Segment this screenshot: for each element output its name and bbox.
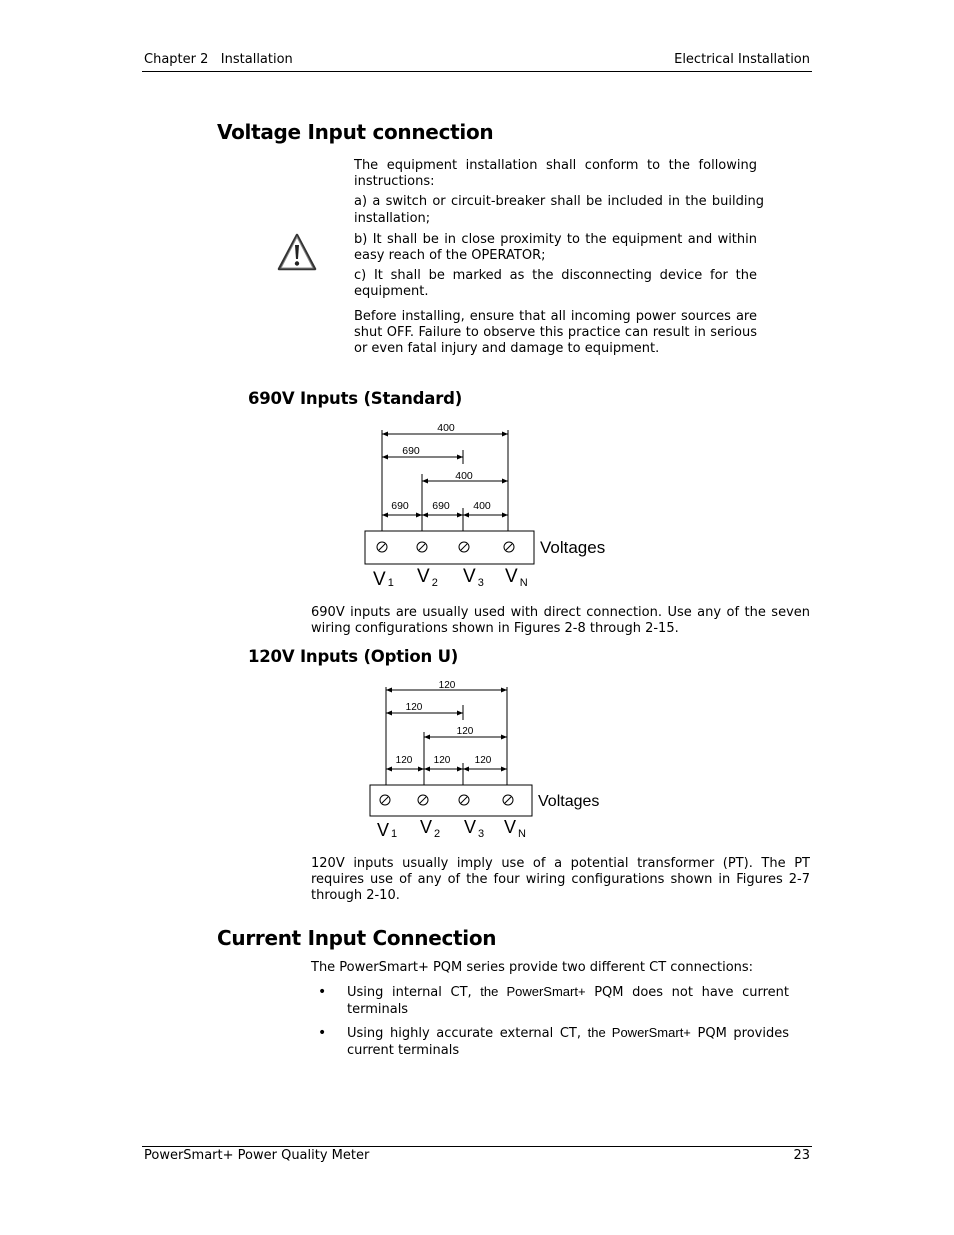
terminal-v2: V $_2$: [417, 566, 438, 589]
dim-label: 400: [473, 500, 491, 512]
terminal-v2: V $_2$: [420, 817, 441, 840]
bullet-marker: •: [318, 984, 327, 1000]
wiring-diagram-120v: [365, 677, 625, 843]
description-690v: 690V inputs are usually used with direct connection. Use any of the seven wiring configurations shown in Figures 2-8 through 2-15.: [311, 605, 810, 637]
footer-rule: [142, 1146, 812, 1147]
wiring-diagram-690v: [360, 418, 620, 594]
list-item: Using internal CT, the PowerSmart+ PQM does not have current terminals: [347, 984, 789, 1017]
instruction-a: a) a switch or circuit-breaker shall be included in the building installation;: [354, 194, 764, 226]
dim-label: 120: [438, 680, 456, 691]
voltages-label: Voltages: [540, 538, 606, 557]
instruction-intro: The equipment installation shall conform to the following instructions:: [354, 158, 757, 190]
header-right: Electrical Installation: [674, 52, 810, 67]
description-120v: 120V inputs usually imply use of a potential transformer (PT). The PT requires use of any of the four wiring configurations shown in Figures 2-7 through 2-10.: [311, 856, 810, 904]
terminal-vn: V $_N$: [505, 566, 528, 589]
footer-title: PowerSmart+ Power Quality Meter: [144, 1148, 370, 1163]
subsection-title-690v: 690V Inputs (Standard): [248, 389, 463, 408]
terminal-v3: V $_3$: [464, 817, 485, 840]
dim-label: 690: [432, 500, 450, 512]
bullet-marker: •: [318, 1025, 327, 1041]
section-title-current: Current Input Connection: [217, 926, 497, 950]
voltage-instructions: [354, 158, 764, 357]
warning-triangle-icon: [277, 233, 317, 271]
page-number: 23: [793, 1148, 810, 1163]
dim-label: 120: [474, 755, 492, 766]
list-item: Using highly accurate external CT, the PowerSmart+ PQM provides current terminals: [347, 1025, 790, 1058]
section-title-voltage: Voltage Input connection: [217, 120, 494, 144]
instruction-b: b) It shall be in close proximity to the equipment and within easy reach of the OPERATOR;: [354, 231, 757, 264]
dim-label: 690: [402, 445, 420, 457]
terminal-v1: V 1: [373, 569, 394, 590]
header-chapter: Chapter 2 Installation: [144, 52, 293, 67]
dim-label: 120: [405, 702, 423, 713]
dim-label: 400: [437, 422, 455, 434]
header-rule: [142, 71, 812, 72]
dim-label: 120: [395, 755, 413, 766]
instruction-c: c) It shall be marked as the disconnecting device for the equipment.: [354, 268, 757, 300]
voltages-label: Voltages: [538, 793, 600, 810]
current-intro: The PowerSmart+ PQM series provide two different CT connections:: [311, 960, 754, 975]
terminal-vn: V $_N$: [504, 817, 526, 840]
header-section: Installation: [220, 52, 293, 67]
dim-label: 120: [433, 755, 451, 766]
dim-label: 690: [391, 500, 409, 512]
safety-warning: Before installing, ensure that all incoming power sources are shut OFF. Failure to observe this practice can result in serious or even fatal injury and damage to equipment.: [354, 308, 757, 357]
terminal-v3: V $_3$: [463, 566, 484, 589]
dim-label: 400: [455, 470, 473, 482]
dim-label: 120: [456, 726, 474, 737]
subsection-title-120v: 120V Inputs (Option U): [248, 647, 459, 666]
terminal-v1: V 1: [377, 820, 398, 840]
